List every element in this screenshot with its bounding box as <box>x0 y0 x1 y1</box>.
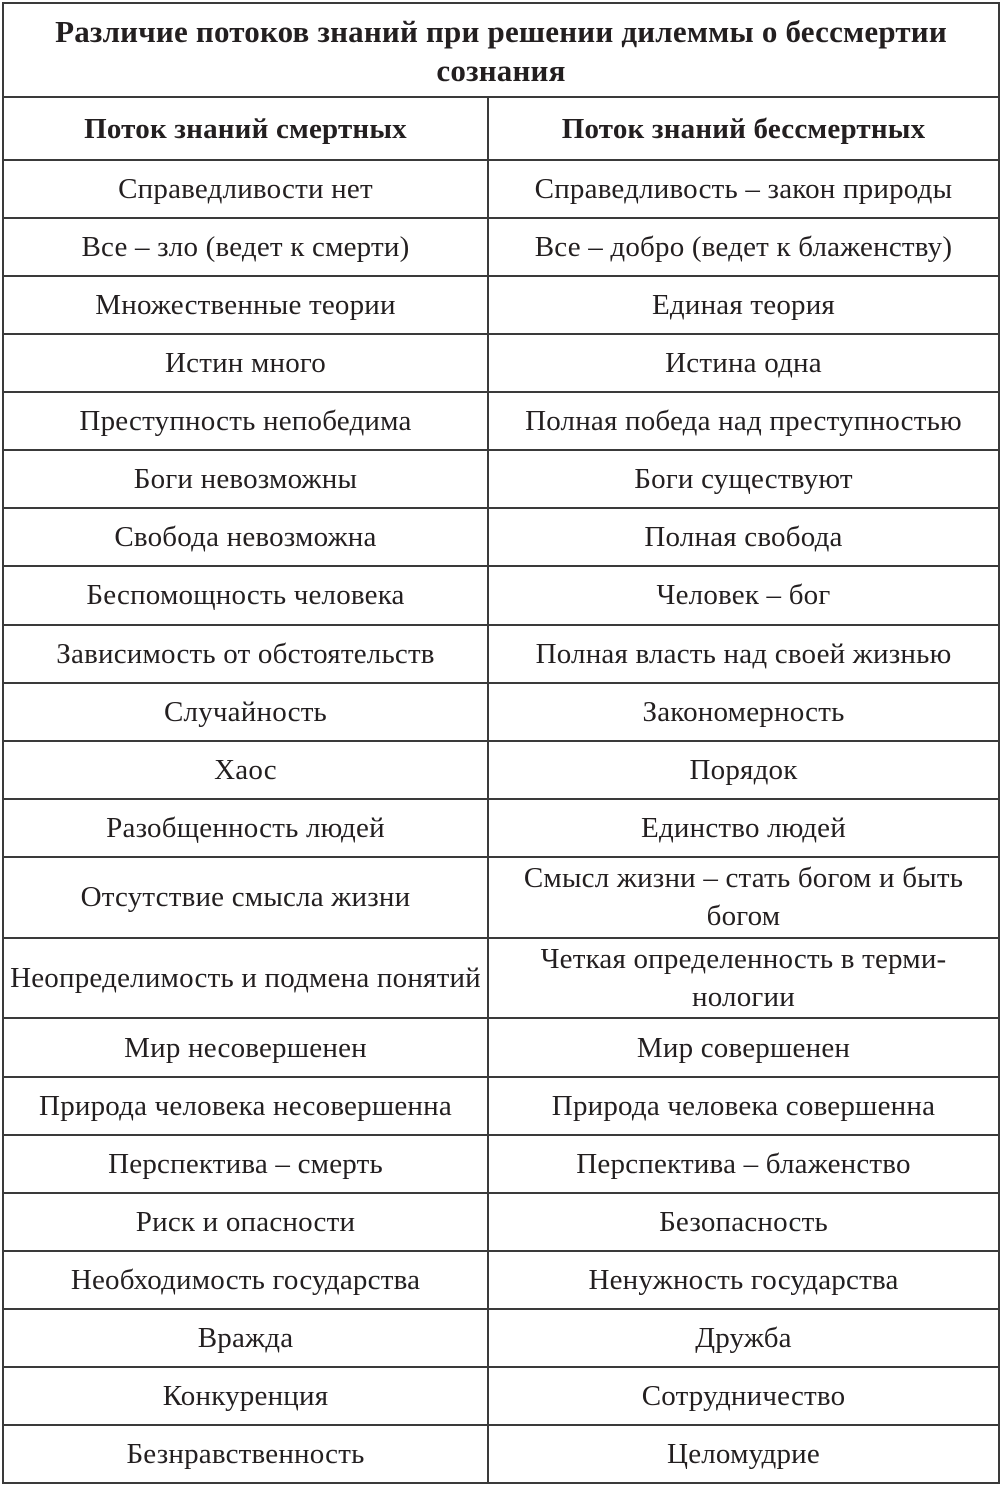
table-row <box>3 1193 999 1251</box>
cell-immortal: Природа человека совершенна <box>488 1077 999 1135</box>
cell-mortal: Преступность непобедима <box>3 392 488 450</box>
table-row <box>3 1425 999 1483</box>
table-row <box>3 683 999 741</box>
cell-immortal: Полная власть над своей жизнью <box>488 625 999 683</box>
cell-mortal: Вражда <box>3 1309 488 1367</box>
table-row <box>3 857 999 938</box>
table-row <box>3 566 999 624</box>
cell-immortal: Дружба <box>488 1309 999 1367</box>
cell-mortal: Все – зло (ведет к смерти) <box>3 218 488 276</box>
cell-immortal: Ненужность государства <box>488 1251 999 1309</box>
column-header-mortal: Поток знаний смертных <box>3 97 488 160</box>
table-row <box>3 1309 999 1367</box>
cell-immortal: Все – добро (ведет к блаженству) <box>488 218 999 276</box>
table-body <box>3 160 999 1483</box>
table-row <box>3 1077 999 1135</box>
table-row <box>3 508 999 566</box>
cell-immortal: Четкая определенность в терми-нологии <box>488 938 999 1019</box>
table-title: Различие потоков знаний при решении дилеммы о бессмертии сознания <box>3 3 999 97</box>
comparison-table-container <box>2 2 998 1484</box>
table-row <box>3 799 999 857</box>
cell-mortal: Перспектива – смерть <box>3 1135 488 1193</box>
column-header-immortal: Поток знаний бессмертных <box>488 97 999 160</box>
cell-immortal: Мир совершенен <box>488 1018 999 1076</box>
cell-mortal: Отсутствие смысла жизни <box>3 857 488 938</box>
cell-mortal: Справедливости нет <box>3 160 488 218</box>
cell-immortal: Истина одна <box>488 334 999 392</box>
table-row <box>3 1135 999 1193</box>
table-row <box>3 1367 999 1425</box>
cell-immortal: Человек – бог <box>488 566 999 624</box>
table-row <box>3 1251 999 1309</box>
cell-mortal: Мир несовершенен <box>3 1018 488 1076</box>
cell-immortal: Перспектива – блаженство <box>488 1135 999 1193</box>
cell-immortal: Полная победа над преступностью <box>488 392 999 450</box>
cell-mortal: Свобода невозможна <box>3 508 488 566</box>
cell-immortal: Боги существуют <box>488 450 999 508</box>
cell-immortal: Смысл жизни – стать богом и быть богом <box>488 857 999 938</box>
comparison-table <box>2 2 1000 1484</box>
cell-mortal: Безнравственность <box>3 1425 488 1483</box>
cell-immortal: Единство людей <box>488 799 999 857</box>
cell-immortal: Сотрудничество <box>488 1367 999 1425</box>
cell-mortal: Разобщенность людей <box>3 799 488 857</box>
cell-mortal: Боги невозможны <box>3 450 488 508</box>
cell-mortal: Необходимость государства <box>3 1251 488 1309</box>
table-row <box>3 392 999 450</box>
cell-mortal: Природа человека несовершенна <box>3 1077 488 1135</box>
table-row <box>3 741 999 799</box>
cell-immortal: Безопасность <box>488 1193 999 1251</box>
cell-immortal: Закономерность <box>488 683 999 741</box>
cell-immortal: Целомудрие <box>488 1425 999 1483</box>
cell-mortal: Зависимость от обстоятельств <box>3 625 488 683</box>
cell-mortal: Беспомощность человека <box>3 566 488 624</box>
cell-mortal: Конкуренция <box>3 1367 488 1425</box>
table-row <box>3 625 999 683</box>
cell-mortal: Истин много <box>3 334 488 392</box>
cell-mortal: Хаос <box>3 741 488 799</box>
table-row <box>3 276 999 334</box>
cell-mortal: Множественные теории <box>3 276 488 334</box>
table-row <box>3 334 999 392</box>
table-row <box>3 450 999 508</box>
cell-immortal: Полная свобода <box>488 508 999 566</box>
cell-mortal: Риск и опасности <box>3 1193 488 1251</box>
cell-mortal: Неопределимость и подмена понятий <box>3 938 488 1019</box>
table-row <box>3 1018 999 1076</box>
cell-immortal: Единая теория <box>488 276 999 334</box>
table-row <box>3 218 999 276</box>
cell-mortal: Случайность <box>3 683 488 741</box>
table-row <box>3 160 999 218</box>
cell-immortal: Справедливость – закон природы <box>488 160 999 218</box>
cell-immortal: Порядок <box>488 741 999 799</box>
table-row <box>3 938 999 1019</box>
